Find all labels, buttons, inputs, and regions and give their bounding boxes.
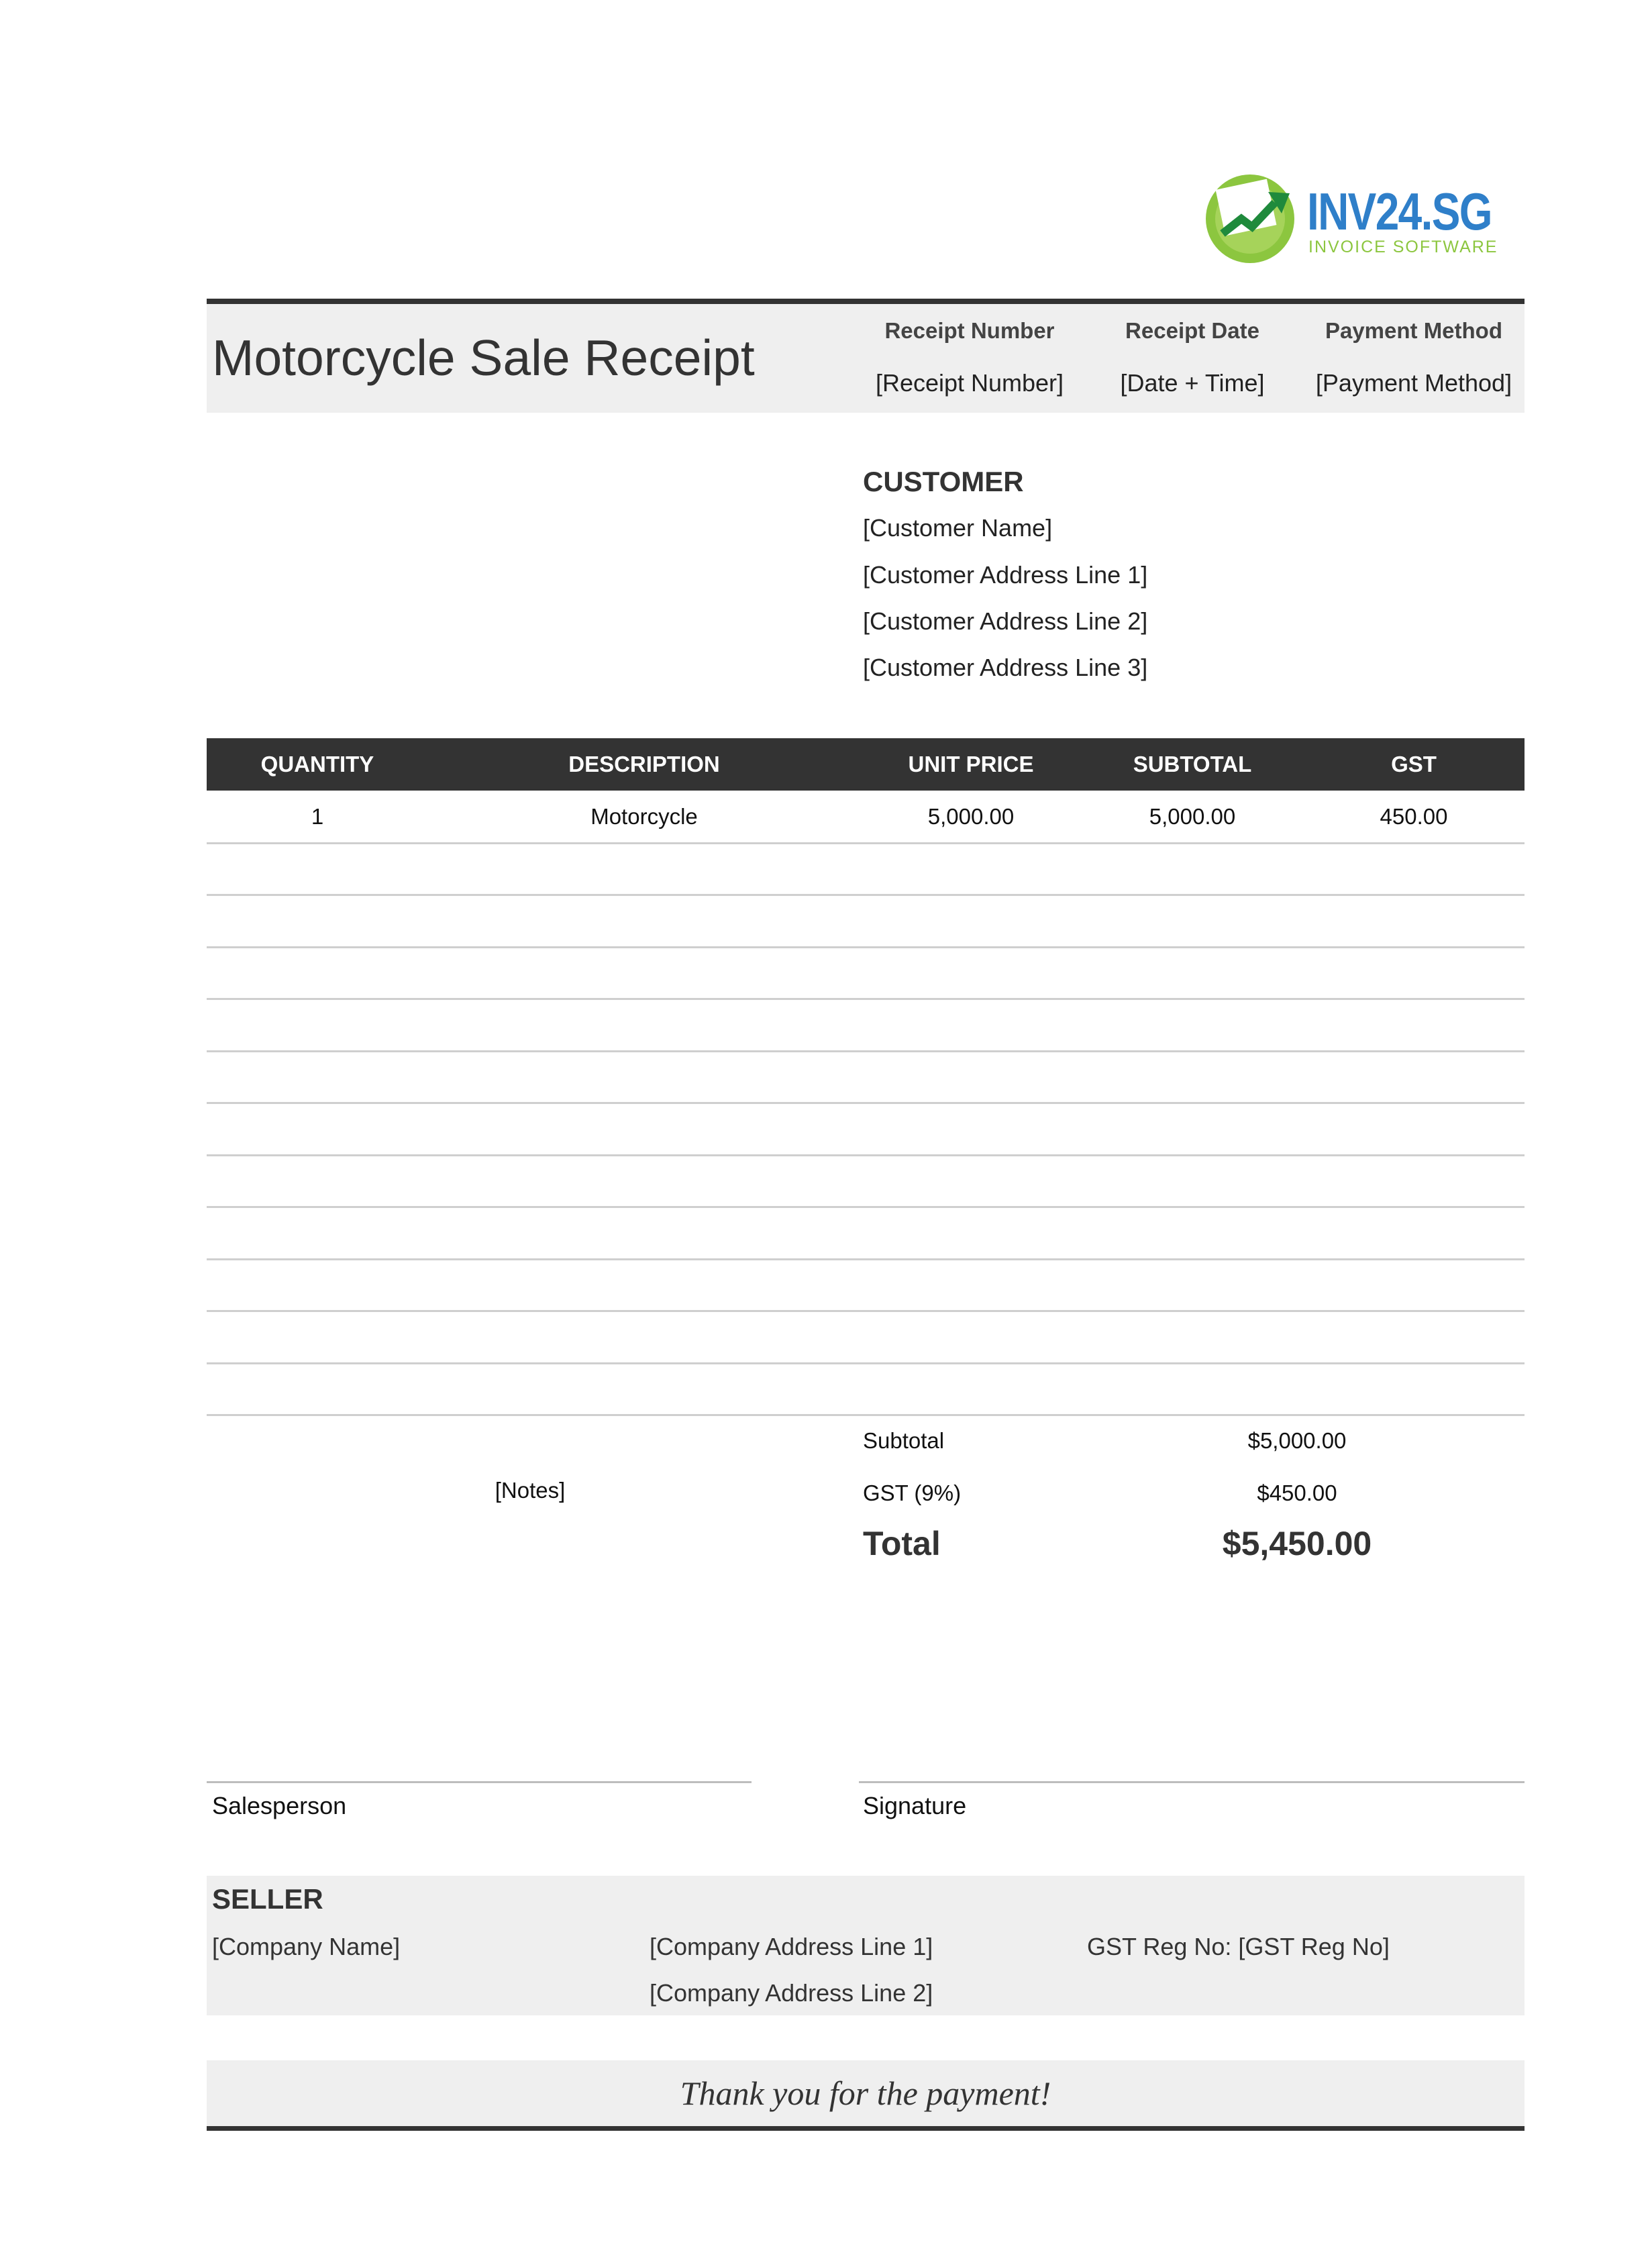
- row-1-subtotal: 5,000.00: [1149, 804, 1236, 829]
- payment-method-header: Payment Method: [1325, 318, 1503, 343]
- row-divider: [207, 1102, 1525, 1104]
- document-title: Motorcycle Sale Receipt: [212, 330, 755, 386]
- total-value: $5,450.00: [1222, 1525, 1372, 1562]
- customer-address-line-1: [Customer Address Line 1]: [863, 561, 1148, 589]
- salesperson-label: Salesperson: [212, 1792, 347, 1819]
- column-header-gst: GST: [1391, 752, 1437, 776]
- row-divider: [207, 998, 1525, 1000]
- company-address-line-1: [Company Address Line 1]: [650, 1933, 933, 1960]
- receipt-date-header: Receipt Date: [1125, 318, 1259, 343]
- row-divider: [207, 1362, 1525, 1364]
- receipt-number-header: Receipt Number: [884, 318, 1055, 343]
- salesperson-line: [207, 1781, 752, 1783]
- row-divider: [207, 946, 1525, 948]
- row-1-unit-price: 5,000.00: [927, 804, 1015, 829]
- row-1-description: Motorcycle: [590, 804, 698, 829]
- gst-value: $450.00: [1257, 1480, 1337, 1505]
- customer-address-line-3: [Customer Address Line 3]: [863, 654, 1148, 681]
- row-1-gst: 450.00: [1380, 804, 1448, 829]
- logo-brand: INV24.SG: [1307, 182, 1492, 241]
- customer-address-line-2: [Customer Address Line 2]: [863, 607, 1148, 635]
- gst-reg-no: GST Reg No: [GST Reg No]: [1087, 1933, 1390, 1960]
- column-header-subtotal: SUBTOTAL: [1133, 752, 1252, 776]
- column-header-description: DESCRIPTION: [568, 752, 720, 776]
- company-address-line-2: [Company Address Line 2]: [650, 1979, 933, 2007]
- footer-bottom-rule: [207, 2126, 1525, 2131]
- customer-heading: CUSTOMER: [863, 466, 1024, 497]
- row-1-quantity: 1: [311, 804, 324, 829]
- gst-label: GST (9%): [863, 1480, 962, 1505]
- signature-label: Signature: [863, 1792, 967, 1819]
- row-divider: [207, 1050, 1525, 1052]
- row-divider: [207, 894, 1525, 896]
- notes: [Notes]: [495, 1478, 566, 1503]
- row-divider: [207, 1414, 1525, 1416]
- receipt-date-value: [Date + Time]: [1120, 369, 1265, 397]
- header-top-rule: [207, 299, 1525, 304]
- thank-you-message: Thank you for the payment!: [680, 2074, 1051, 2112]
- column-header-unit-price: UNIT PRICE: [908, 752, 1034, 776]
- subtotal-label: Subtotal: [863, 1428, 945, 1453]
- company-name: [Company Name]: [212, 1933, 401, 1960]
- receipt-number-value: [Receipt Number]: [875, 369, 1064, 397]
- payment-method-value: [Payment Method]: [1315, 369, 1512, 397]
- row-divider: [207, 1258, 1525, 1260]
- row-divider: [207, 1310, 1525, 1312]
- total-label: Total: [863, 1525, 941, 1562]
- customer-name: [Customer Name]: [863, 514, 1053, 542]
- column-header-quantity: QUANTITY: [260, 752, 374, 776]
- subtotal-value: $5,000.00: [1247, 1428, 1347, 1453]
- row-divider: [207, 1154, 1525, 1156]
- signature-line: [859, 1781, 1525, 1783]
- row-divider: [207, 842, 1525, 844]
- logo-tagline: INVOICE SOFTWARE: [1308, 238, 1498, 256]
- seller-heading: SELLER: [212, 1883, 323, 1915]
- row-divider: [207, 1206, 1525, 1208]
